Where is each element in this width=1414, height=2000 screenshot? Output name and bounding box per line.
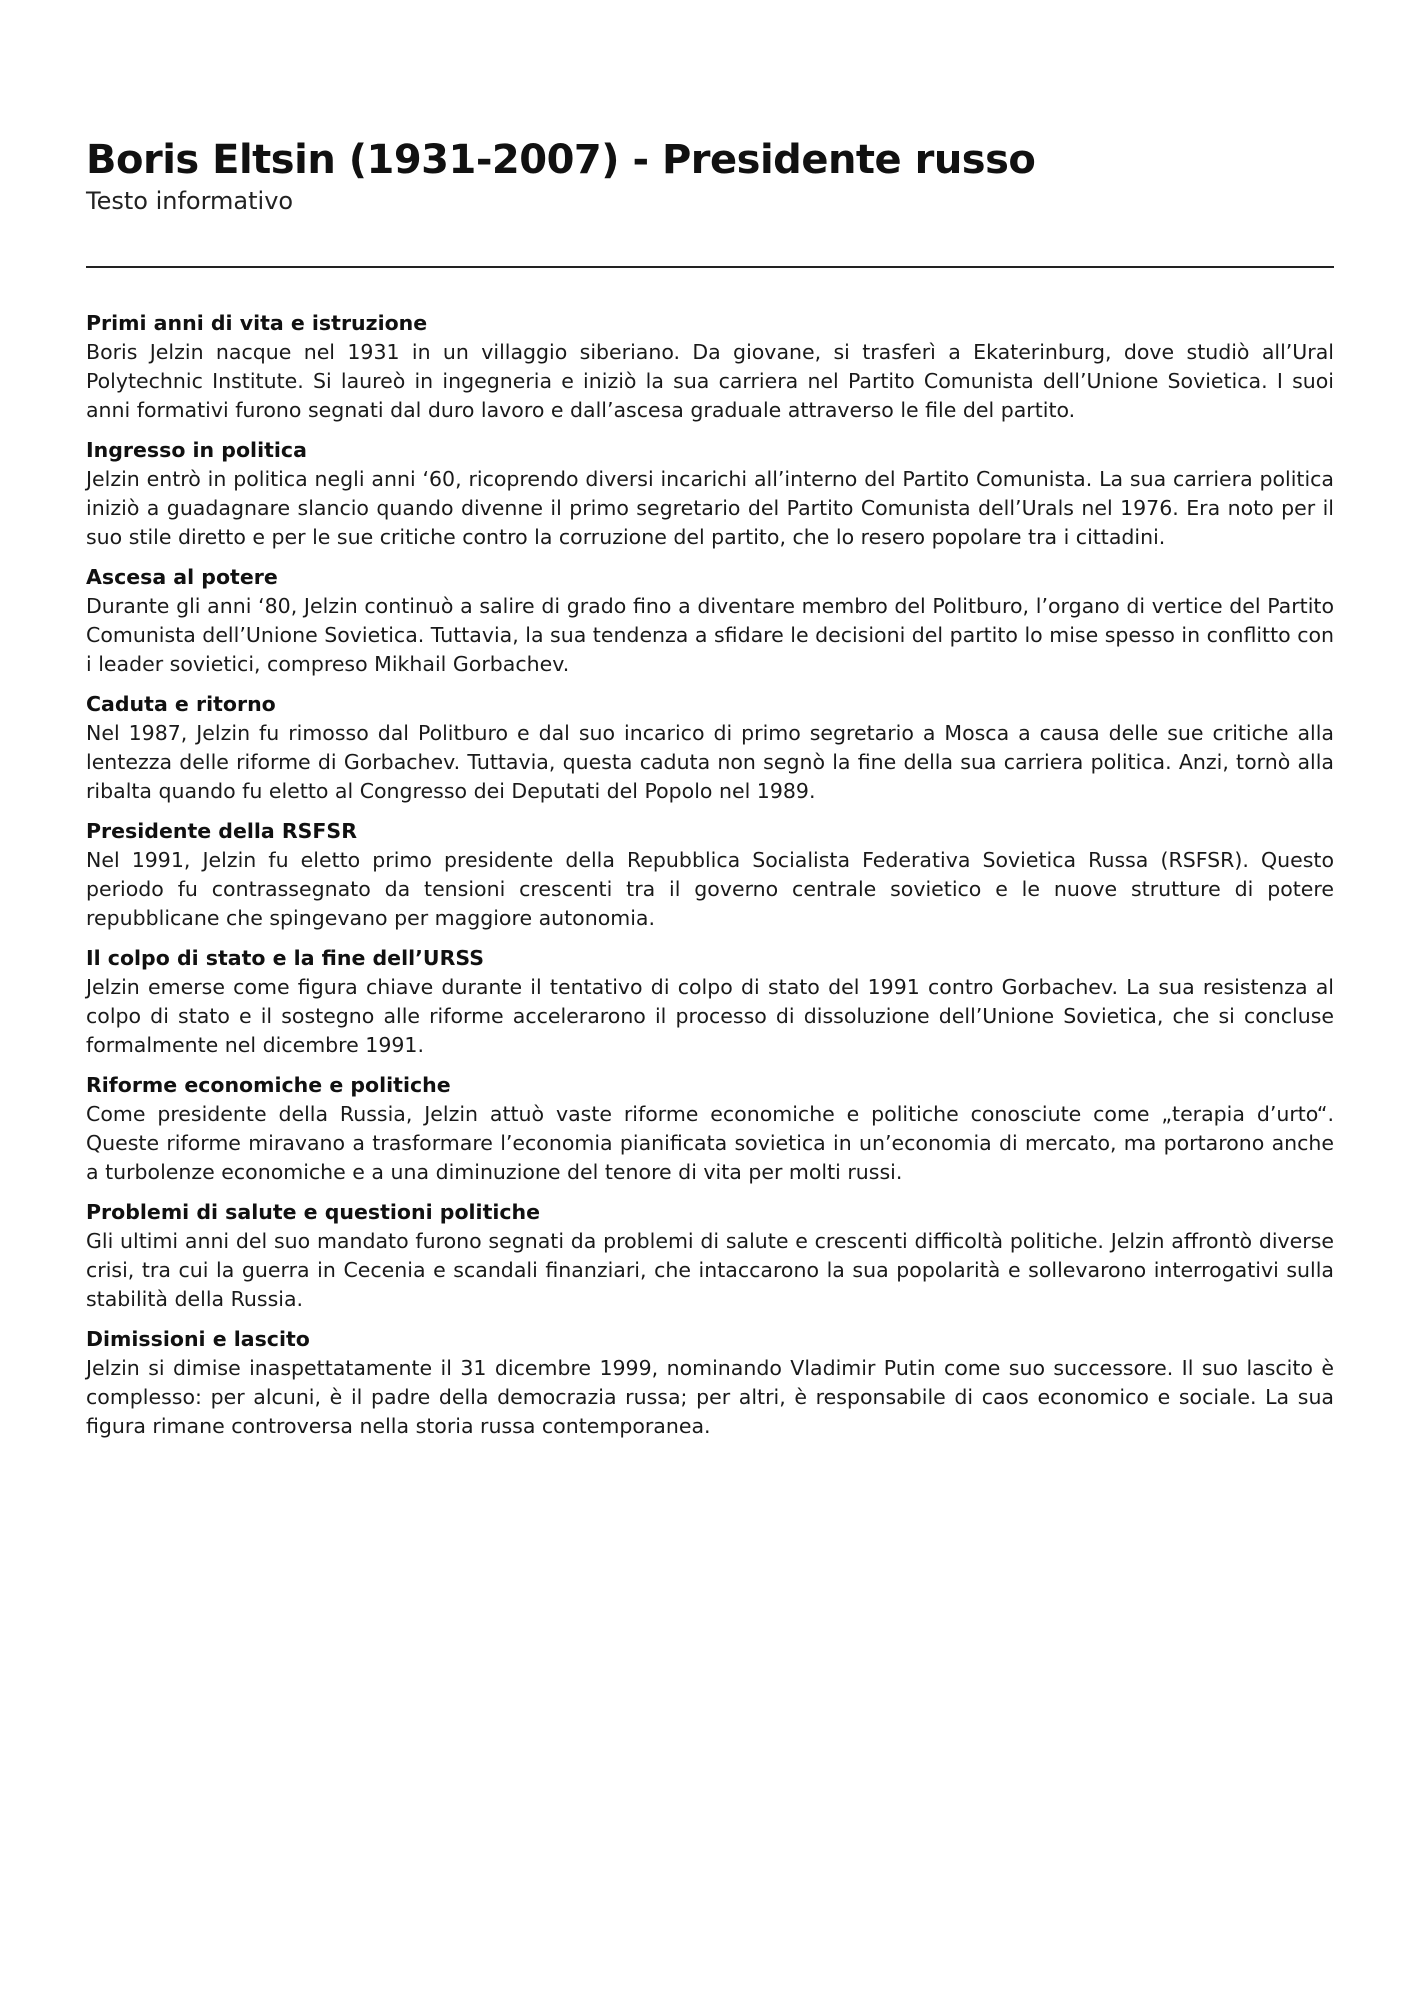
section-health-and-politics [86,1198,1334,1314]
section-rsfsr-president [86,817,1334,933]
section-body: Come presidente della Russia, Jelzin attuò vaste riforme economiche e politiche conosciute come „terapia d’urto“. Queste riforme miravano a trasformare l’economia pianificata sovietica in un’economia di mercato, ma portarono anche a turbolenze economiche e a una diminuzione del tenore di vita per molti russi. [86,1102,1334,1184]
section-heading: Problemi di salute e questioni politiche [86,1200,541,1224]
section-heading: Il colpo di stato e la fine dell’URSS [86,946,484,970]
section-body: Boris Jelzin nacque nel 1931 in un villaggio siberiano. Da giovane, si trasferì a Ekaterinburg, dove studiò all’Ural Polytechnic Institute. Si laureò in ingegneria e iniziò la sua carriera nel Partito Comunista dell’Unione Sovietica. I suoi anni formativi furono segnati dal duro lavoro e dall’ascesa graduale attraverso le file del partito. [86,340,1334,422]
section-rise-to-power [86,563,1334,679]
document-title: Boris Eltsin (1931-2007) - Presidente russo [86,137,1036,183]
section-fall-and-return [86,690,1334,806]
section-heading: Ascesa al potere [86,565,278,589]
section-heading: Caduta e ritorno [86,692,276,716]
section-body: Jelzin entrò in politica negli anni ‘60, ricoprendo diversi incarichi all’interno del Partito Comunista. La sua carriera politica iniziò a guadagnare slancio quando divenne il primo segretario del Partito Comunista dell’Urals nel 1976. Era noto per il suo stile diretto e per le sue critiche contro la corruzione del partito, che lo resero popolare tra i cittadini. [86,467,1334,549]
section-entering-politics [86,436,1334,552]
section-early-life [86,309,1334,425]
section-heading: Presidente della RSFSR [86,819,357,843]
section-body: Durante gli anni ‘80, Jelzin continuò a salire di grado fino a diventare membro del Politburo, l’organo di vertice del Partito Comunista dell’Unione Sovietica. Tuttavia, la sua tendenza a sfidare le decisioni del partito lo mise spesso in conflitto con i leader sovietici, compreso Mikhail Gorbachev. [86,594,1334,676]
section-coup-and-ussr-end [86,944,1334,1060]
section-body: Jelzin si dimise inaspettatamente il 31 dicembre 1999, nominando Vladimir Putin come suo successore. Il suo lascito è complesso: per alcuni, è il padre della democrazia russa; per altri, è responsabile di caos economico e sociale. La sua figura rimane controversa nella storia russa contemporanea. [86,1356,1334,1438]
section-reforms [86,1071,1334,1187]
document-page [86,136,1334,1452]
section-heading: Riforme economiche e politiche [86,1073,451,1097]
section-body: Jelzin emerse come figura chiave durante il tentativo di colpo di stato del 1991 contro Gorbachev. La sua resistenza al colpo di stato e il sostegno alle riforme accelerarono il processo di dissoluzione dell’Unione Sovietica, che si concluse formalmente nel dicembre 1991. [86,975,1334,1057]
section-body: Gli ultimi anni del suo mandato furono segnati da problemi di salute e crescenti difficoltà politiche. Jelzin affrontò diverse crisi, tra cui la guerra in Cecenia e scandali finanziari, che intaccarono la sua popolarità e sollevarono interrogativi sulla stabilità della Russia. [86,1229,1334,1311]
section-body: Nel 1987, Jelzin fu rimosso dal Politburo e dal suo incarico di primo segretario a Mosca a causa delle sue critiche alla lentezza delle riforme di Gorbachev. Tuttavia, questa caduta non segnò la fine della sua carriera politica. Anzi, tornò alla ribalta quando fu eletto al Congresso dei Deputati del Popolo nel 1989. [86,721,1334,803]
section-heading: Dimissioni e lascito [86,1327,310,1351]
title-divider [86,266,1334,268]
section-heading: Ingresso in politica [86,438,307,462]
section-body: Nel 1991, Jelzin fu eletto primo presidente della Repubblica Socialista Federativa Sovietica Russa (RSFSR). Questo periodo fu contrassegnato da tensioni crescenti tra il governo centrale sovietico e le nuove strutture di potere repubblicane che spingevano per maggiore autonomia. [86,848,1334,930]
document-sections [86,309,1334,1441]
section-heading: Primi anni di vita e istruzione [86,311,428,335]
document-subtitle: Testo informativo [86,187,294,215]
section-resignation-and-legacy [86,1325,1334,1441]
